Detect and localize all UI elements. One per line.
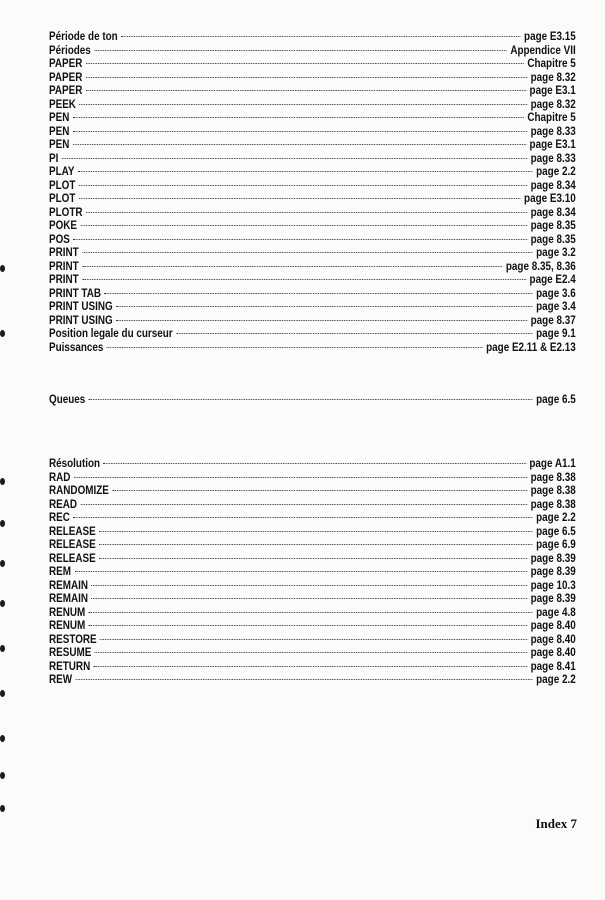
- dot-leader: [112, 489, 527, 491]
- index-term: PAPER: [49, 85, 83, 97]
- index-entry: [49, 471, 576, 485]
- index-entry: [49, 44, 576, 58]
- dot-leader: [100, 638, 527, 640]
- index-entry: [49, 457, 576, 471]
- index-term: PLOT: [49, 193, 76, 205]
- index-term: PRINT USING: [49, 301, 113, 313]
- index-entry: [49, 525, 576, 539]
- index-page-ref: page E3.1: [529, 139, 576, 151]
- index-term: RESTORE: [49, 633, 97, 646]
- index-page-ref: page 9.1: [536, 328, 576, 340]
- index-term: PRINT USING: [49, 314, 113, 327]
- dot-leader: [104, 462, 526, 464]
- binding-hole-mark: [0, 772, 5, 779]
- index-page-ref: page 8.38: [530, 485, 576, 497]
- dot-leader: [73, 238, 527, 240]
- index-entry: [49, 71, 576, 85]
- index-term: Puissances: [49, 341, 104, 354]
- dot-leader: [107, 346, 483, 348]
- dot-leader: [86, 76, 527, 78]
- index-page-ref: page E2.4: [529, 274, 576, 286]
- index-page-ref: page 8.34: [530, 206, 576, 219]
- dot-leader: [116, 319, 527, 321]
- dot-leader: [86, 89, 526, 91]
- index-entry: [49, 619, 576, 633]
- index-page-ref: page 8.40: [530, 620, 576, 632]
- index-term: PRINT TAB: [49, 287, 102, 300]
- index-page-ref: page 8.35: [530, 220, 576, 232]
- index-page-ref: page 8.41: [530, 660, 576, 673]
- dot-leader: [62, 157, 527, 159]
- index-entry: [49, 165, 576, 179]
- index-entry: [49, 84, 576, 98]
- index-term: READ: [49, 498, 78, 511]
- index-entry: [49, 552, 576, 566]
- index-entry: [49, 592, 576, 606]
- index-entry: [49, 125, 576, 139]
- index-page-ref: page E3.10: [524, 193, 576, 205]
- index-term: Périodes: [49, 44, 91, 57]
- index-term: REW: [49, 674, 73, 686]
- index-page-ref: page 3.4: [536, 301, 576, 313]
- index-entry: [49, 233, 576, 247]
- index-term: RELEASE: [49, 539, 96, 551]
- index-page-ref: page 8.34: [530, 179, 576, 192]
- index-term: Position legale du curseur: [49, 328, 173, 340]
- index-page-ref: page 2.2: [536, 166, 576, 178]
- binding-hole-mark: [0, 478, 5, 485]
- index-term: RENUM: [49, 606, 86, 619]
- index-term: PLOTR: [49, 206, 83, 219]
- index-entry: [49, 246, 576, 260]
- index-page-ref: page 4.8: [536, 606, 576, 619]
- index-term: RENUM: [49, 620, 86, 632]
- index-page-ref: page E3.15: [524, 31, 576, 43]
- index-entry: [49, 179, 576, 193]
- index-entry: [49, 393, 576, 407]
- index-page-ref: page A1.1: [529, 458, 576, 470]
- dot-leader: [79, 197, 521, 199]
- index-page-ref: page 6.5: [536, 394, 576, 406]
- index-entry: [49, 579, 576, 593]
- index-page-ref: page 2.2: [536, 512, 576, 524]
- dot-leader: [82, 265, 502, 267]
- binding-hole-mark: [0, 735, 5, 742]
- index-term: POS: [49, 233, 70, 246]
- index-term: REMAIN: [49, 579, 89, 592]
- index-entry: [49, 287, 576, 301]
- index-page-ref: Chapitre 5: [527, 112, 576, 124]
- index-page-ref: Appendice VII: [510, 44, 576, 57]
- index-entry: [49, 565, 576, 579]
- index-term: RANDOMIZE: [49, 485, 109, 497]
- index-entry: [49, 111, 576, 125]
- dot-leader: [104, 292, 532, 294]
- index-term: RETURN: [49, 660, 91, 673]
- index-entry: [49, 219, 576, 233]
- index-page-ref: page 10.3: [530, 579, 576, 592]
- index-page-ref: page 8.33: [530, 125, 576, 138]
- index-page-ref: page 3.6: [536, 287, 576, 300]
- index-term: RELEASE: [49, 525, 96, 538]
- binding-hole-mark: [0, 560, 5, 567]
- index-term: RAD: [49, 471, 71, 484]
- index-entry: [49, 273, 576, 287]
- index-page-ref: page 6.9: [536, 539, 576, 551]
- dot-leader: [79, 184, 527, 186]
- dot-leader: [73, 116, 524, 118]
- dot-leader: [76, 678, 533, 680]
- index-term: PEN: [49, 125, 70, 138]
- index-entry: [49, 498, 576, 512]
- index-page-ref: page 8.37: [530, 314, 576, 327]
- index-page-ref: page 2.2: [536, 674, 576, 686]
- dot-leader: [74, 476, 527, 478]
- dot-leader: [176, 332, 533, 334]
- index-entry: [49, 341, 576, 355]
- index-entry: [49, 30, 576, 44]
- dot-leader: [116, 305, 533, 307]
- dot-leader: [121, 35, 520, 37]
- index-entry: [49, 300, 576, 314]
- dot-leader: [86, 62, 524, 64]
- dot-leader: [80, 224, 527, 226]
- index-term: REM: [49, 566, 71, 578]
- index-page-ref: page E3.1: [529, 85, 576, 97]
- index-term: POKE: [49, 220, 78, 232]
- dot-leader: [94, 49, 507, 51]
- index-page-ref: Chapitre 5: [527, 58, 576, 70]
- index-page-ref: page 8.35: [530, 233, 576, 246]
- index-page-ref: page 8.39: [530, 566, 576, 578]
- dot-leader: [74, 570, 527, 572]
- index-term: PI: [49, 152, 59, 165]
- dot-leader: [94, 665, 528, 667]
- index-entry: [49, 646, 576, 660]
- dot-leader: [95, 651, 527, 653]
- index-term: PEN: [49, 112, 70, 124]
- index-entry: [49, 57, 576, 71]
- binding-hole-mark: [0, 520, 5, 527]
- binding-hole-mark: [0, 805, 5, 812]
- index-term: PEEK: [49, 98, 76, 111]
- index-page-ref: page 8.38: [530, 498, 576, 511]
- dot-leader: [99, 557, 527, 559]
- index-page-ref: page 8.33: [530, 152, 576, 165]
- index-term: PRINT: [49, 247, 79, 259]
- dot-leader: [86, 211, 527, 213]
- dot-leader: [79, 103, 527, 105]
- index-page-ref: page 8.35, 8.36: [505, 260, 576, 273]
- index-entry: [49, 260, 576, 274]
- index-entry: [49, 606, 576, 620]
- dot-leader: [73, 143, 526, 145]
- binding-hole-mark: [0, 690, 5, 697]
- dot-leader: [82, 251, 533, 253]
- dot-leader: [89, 398, 533, 400]
- index-page-ref: page 8.32: [530, 71, 576, 84]
- index-term: RESUME: [49, 647, 92, 659]
- index-entry: [49, 152, 576, 166]
- index-entry: [49, 660, 576, 674]
- index-entry: [49, 314, 576, 328]
- index-page-ref: page 3.2: [536, 247, 576, 259]
- binding-hole-mark: [0, 330, 5, 337]
- index-entry: [49, 138, 576, 152]
- index-page-ref: page E2.11 & E2.13: [486, 341, 576, 354]
- dot-leader: [82, 278, 526, 280]
- index-term: Résolution: [49, 458, 101, 470]
- index-page-ref: page 6.5: [536, 525, 576, 538]
- index-page-ref: page 8.39: [530, 593, 576, 605]
- dot-leader: [91, 584, 527, 586]
- page-footer: Index 7: [535, 816, 577, 831]
- index-entry: [49, 484, 576, 498]
- index-page-ref: page 8.39: [530, 552, 576, 565]
- binding-hole-mark: [0, 265, 5, 272]
- index-entry: [49, 633, 576, 647]
- index-term: PLOT: [49, 179, 76, 192]
- binding-hole-mark: [0, 600, 5, 607]
- index-term: PLAY: [49, 166, 75, 178]
- dot-leader: [73, 516, 532, 518]
- dot-leader: [73, 130, 527, 132]
- index-entry: [49, 511, 576, 525]
- dot-leader: [80, 503, 527, 505]
- index-term: PRINT: [49, 260, 79, 273]
- dot-leader: [78, 170, 533, 172]
- dot-leader: [91, 597, 527, 599]
- index-term: PRINT: [49, 274, 79, 286]
- index-term: PEN: [49, 139, 70, 151]
- index-term: Période de ton: [49, 31, 118, 43]
- index-entry: [49, 538, 576, 552]
- index-page-ref: page 8.40: [530, 647, 576, 659]
- index-term: REMAIN: [49, 593, 89, 605]
- index-page-ref: page 8.38: [530, 471, 576, 484]
- index-entry: [49, 673, 576, 687]
- index-term: REC: [49, 512, 70, 524]
- dot-leader: [89, 624, 527, 626]
- binding-hole-mark: [0, 645, 5, 652]
- index-term: PAPER: [49, 58, 83, 70]
- index-page-ref: page 8.40: [530, 633, 576, 646]
- dot-leader: [99, 543, 533, 545]
- index-term: RELEASE: [49, 552, 96, 565]
- dot-leader: [99, 530, 533, 532]
- index-term: PAPER: [49, 71, 83, 84]
- index-entry: [49, 98, 576, 112]
- index-entry: [49, 327, 576, 341]
- dot-leader: [89, 611, 533, 613]
- index-entry: [49, 206, 576, 220]
- index-page-ref: page 8.32: [530, 98, 576, 111]
- index-entry: [49, 192, 576, 206]
- index-term: Queues: [49, 394, 86, 406]
